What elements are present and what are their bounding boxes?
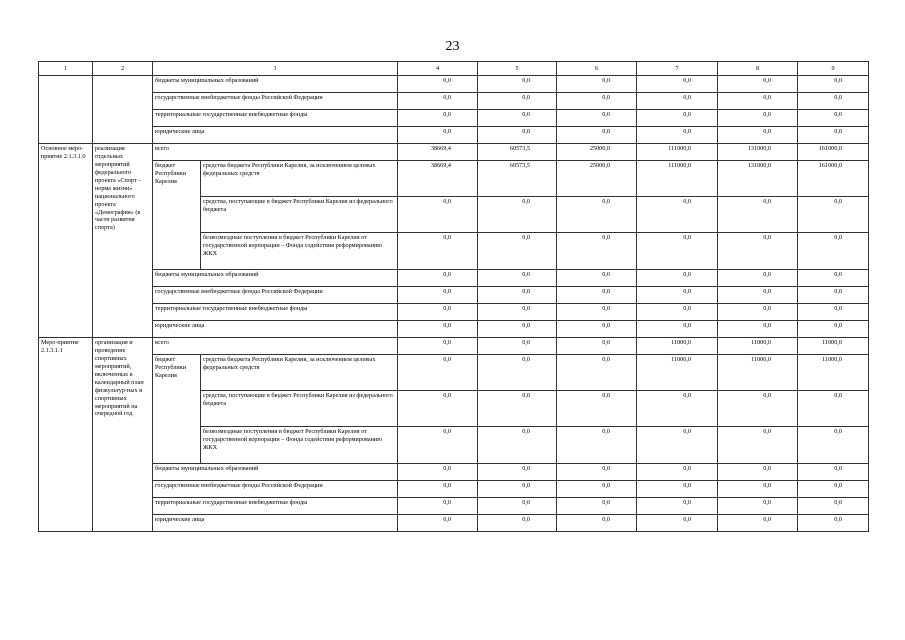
value-cell: 0,0	[398, 197, 478, 233]
value-cell: 0,0	[718, 304, 798, 321]
value-cell: 0,0	[557, 197, 637, 233]
value-cell: 0,0	[798, 287, 869, 304]
table-row	[39, 270, 869, 287]
event-name: организация и проведение спортивных мероприятий, включенных в календарный план физкультур-ных и спортивных мероприятий на очередной год	[93, 338, 153, 532]
source-label: всего	[153, 144, 398, 161]
value-cell: 0,0	[478, 427, 557, 464]
value-cell: 0,0	[718, 287, 798, 304]
source-label: территориальные государственные внебюджетные фонды	[153, 498, 398, 515]
table-row	[39, 498, 869, 515]
value-cell: 0,0	[557, 321, 637, 338]
source-label: безвозмездные поступления в бюджет Республики Карелия от государственной корпорации – Фонда содействия реформированию ЖКХ	[201, 233, 398, 270]
value-cell: 0,0	[718, 76, 798, 93]
value-cell: 0,0	[637, 391, 718, 427]
value-cell: 0,0	[478, 110, 557, 127]
value-cell: 0,0	[478, 515, 557, 532]
value-cell: 0,0	[398, 287, 478, 304]
value-cell: 0,0	[637, 197, 718, 233]
value-cell: 0,0	[398, 338, 478, 355]
source-label: территориальные государственные внебюджетные фонды	[153, 304, 398, 321]
value-cell: 0,0	[718, 391, 798, 427]
col-header: 3	[153, 62, 398, 76]
value-cell: 0,0	[478, 287, 557, 304]
value-cell: 0,0	[557, 110, 637, 127]
value-cell: 0,0	[798, 427, 869, 464]
value-cell: 0,0	[637, 76, 718, 93]
value-cell: 0,0	[798, 515, 869, 532]
value-cell: 0,0	[478, 76, 557, 93]
value-cell: 131000,0	[718, 144, 798, 161]
value-cell: 0,0	[718, 515, 798, 532]
col-header: 1	[39, 62, 93, 76]
value-cell: 0,0	[398, 481, 478, 498]
source-label: территориальные государственные внебюджетные фонды	[153, 110, 398, 127]
value-cell: 0,0	[718, 427, 798, 464]
table-row	[39, 161, 869, 197]
value-cell: 0,0	[398, 127, 478, 144]
table-row	[39, 93, 869, 110]
value-cell: 0,0	[398, 93, 478, 110]
value-cell: 0,0	[637, 233, 718, 270]
col-header: 6	[557, 62, 637, 76]
source-label: средства, поступающие в бюджет Республики Карелия из федерального бюджета	[201, 197, 398, 233]
value-cell: 0,0	[637, 287, 718, 304]
source-label: бюджеты муниципальных образований	[153, 76, 398, 93]
value-cell: 0,0	[478, 127, 557, 144]
value-cell: 0,0	[478, 355, 557, 391]
value-cell: 0,0	[637, 481, 718, 498]
value-cell: 25000,0	[557, 144, 637, 161]
value-cell: 0,0	[637, 93, 718, 110]
value-cell: 0,0	[557, 338, 637, 355]
value-cell: 0,0	[398, 304, 478, 321]
value-cell: 0,0	[398, 515, 478, 532]
table-row	[39, 127, 869, 144]
value-cell: 38669,4	[398, 144, 478, 161]
value-cell: 161000,0	[798, 144, 869, 161]
value-cell: 0,0	[798, 93, 869, 110]
budget-table	[38, 61, 869, 532]
budget-label: бюджет Республики Карелия	[153, 355, 201, 464]
table-row	[39, 304, 869, 321]
page-number: 23	[445, 39, 460, 54]
source-label: юридические лица	[153, 321, 398, 338]
value-cell: 0,0	[557, 515, 637, 532]
col-header: 8	[718, 62, 798, 76]
value-cell: 0,0	[557, 498, 637, 515]
value-cell: 0,0	[398, 355, 478, 391]
table-row	[39, 110, 869, 127]
value-cell: 0,0	[478, 93, 557, 110]
source-label: средства бюджета Республики Карелия, за исключением целевых федеральных средств	[201, 161, 398, 197]
value-cell: 111000,0	[637, 144, 718, 161]
header-row	[39, 62, 869, 76]
value-cell: 0,0	[478, 498, 557, 515]
value-cell: 11000,0	[637, 355, 718, 391]
source-label: всего	[153, 338, 398, 355]
value-cell: 0,0	[398, 76, 478, 93]
value-cell: 0,0	[557, 427, 637, 464]
col-header: 9	[798, 62, 869, 76]
value-cell: 0,0	[718, 270, 798, 287]
value-cell: 0,0	[798, 197, 869, 233]
value-cell: 0,0	[557, 481, 637, 498]
value-cell: 0,0	[798, 76, 869, 93]
value-cell: 0,0	[637, 304, 718, 321]
value-cell: 60573,5	[478, 161, 557, 197]
value-cell: 25000,0	[557, 161, 637, 197]
table-row	[39, 76, 869, 93]
value-cell: 60573,5	[478, 144, 557, 161]
source-label: безвозмездные поступления в бюджет Республики Карелия от государственной корпорации – Фонда содействия реформированию ЖКХ	[201, 427, 398, 464]
col-header: 5	[478, 62, 557, 76]
value-cell: 0,0	[557, 233, 637, 270]
value-cell: 131000,0	[718, 161, 798, 197]
table-row	[39, 355, 869, 391]
value-cell: 0,0	[718, 498, 798, 515]
value-cell: 0,0	[718, 197, 798, 233]
source-label: государственные внебюджетные фонды Российской Федерации	[153, 481, 398, 498]
col-header: 4	[398, 62, 478, 76]
table-row	[39, 287, 869, 304]
value-cell: 0,0	[398, 391, 478, 427]
value-cell: 0,0	[637, 321, 718, 338]
source-label: юридические лица	[153, 127, 398, 144]
value-cell: 0,0	[557, 270, 637, 287]
value-cell: 0,0	[557, 127, 637, 144]
value-cell: 0,0	[718, 127, 798, 144]
col-header: 7	[637, 62, 718, 76]
value-cell: 111000,0	[637, 161, 718, 197]
value-cell: 0,0	[637, 498, 718, 515]
table-row	[39, 481, 869, 498]
source-label: средства бюджета Республики Карелия, за исключением целевых федеральных средств	[201, 355, 398, 391]
code-cell	[39, 76, 93, 144]
value-cell: 0,0	[478, 197, 557, 233]
value-cell: 11000,0	[798, 355, 869, 391]
name-cell	[93, 76, 153, 144]
value-cell: 0,0	[557, 287, 637, 304]
value-cell: 0,0	[798, 498, 869, 515]
value-cell: 0,0	[637, 515, 718, 532]
event-code: Основное меро-приятие 2.1.3.1.0	[39, 144, 93, 338]
value-cell: 0,0	[478, 270, 557, 287]
value-cell: 0,0	[798, 464, 869, 481]
source-label: юридические лица	[153, 515, 398, 532]
value-cell: 0,0	[637, 464, 718, 481]
source-label: государственные внебюджетные фонды Российской Федерации	[153, 287, 398, 304]
value-cell: 0,0	[398, 110, 478, 127]
value-cell: 0,0	[478, 338, 557, 355]
value-cell: 11000,0	[798, 338, 869, 355]
value-cell: 0,0	[478, 464, 557, 481]
value-cell: 0,0	[798, 127, 869, 144]
value-cell: 0,0	[637, 110, 718, 127]
value-cell: 0,0	[478, 321, 557, 338]
col-header: 2	[93, 62, 153, 76]
budget-label: бюджет Республики Карелия	[153, 161, 201, 270]
value-cell: 0,0	[398, 233, 478, 270]
value-cell: 0,0	[398, 464, 478, 481]
table-row	[39, 338, 869, 355]
value-cell: 0,0	[478, 481, 557, 498]
value-cell: 0,0	[798, 391, 869, 427]
value-cell: 0,0	[478, 391, 557, 427]
value-cell: 0,0	[718, 321, 798, 338]
value-cell: 0,0	[718, 464, 798, 481]
value-cell: 0,0	[637, 427, 718, 464]
value-cell: 0,0	[398, 321, 478, 338]
value-cell: 0,0	[398, 427, 478, 464]
value-cell: 0,0	[557, 391, 637, 427]
table-row	[39, 144, 869, 161]
source-label: средства, поступающие в бюджет Республики Карелия из федерального бюджета	[201, 391, 398, 427]
value-cell: 11000,0	[718, 338, 798, 355]
table-row	[39, 515, 869, 532]
value-cell: 38669,4	[398, 161, 478, 197]
value-cell: 0,0	[798, 481, 869, 498]
value-cell: 161000,0	[798, 161, 869, 197]
value-cell: 0,0	[798, 270, 869, 287]
source-label: государственные внебюджетные фонды Российской Федерации	[153, 93, 398, 110]
value-cell: 0,0	[718, 110, 798, 127]
value-cell: 0,0	[798, 110, 869, 127]
value-cell: 0,0	[798, 233, 869, 270]
value-cell: 0,0	[557, 304, 637, 321]
source-label: бюджеты муниципальных образований	[153, 270, 398, 287]
value-cell: 0,0	[557, 93, 637, 110]
value-cell: 0,0	[478, 304, 557, 321]
value-cell: 0,0	[798, 304, 869, 321]
source-label: бюджеты муниципальных образований	[153, 464, 398, 481]
value-cell: 0,0	[557, 355, 637, 391]
value-cell: 0,0	[557, 464, 637, 481]
event-code: Меро-приятие 2.1.3.1.1	[39, 338, 93, 532]
value-cell: 0,0	[718, 93, 798, 110]
value-cell: 11000,0	[637, 338, 718, 355]
table-row	[39, 464, 869, 481]
table-row	[39, 321, 869, 338]
value-cell: 0,0	[718, 481, 798, 498]
value-cell: 0,0	[398, 498, 478, 515]
value-cell: 0,0	[718, 233, 798, 270]
value-cell: 0,0	[478, 233, 557, 270]
value-cell: 0,0	[637, 127, 718, 144]
value-cell: 0,0	[637, 270, 718, 287]
value-cell: 0,0	[798, 321, 869, 338]
value-cell: 0,0	[398, 270, 478, 287]
value-cell: 0,0	[557, 76, 637, 93]
value-cell: 11000,0	[718, 355, 798, 391]
event-name: реализация отдельных мероприятий федерального проекта «Спорт – норма жизни» национального проекта «Демография» (в части развития спорта)	[93, 144, 153, 338]
